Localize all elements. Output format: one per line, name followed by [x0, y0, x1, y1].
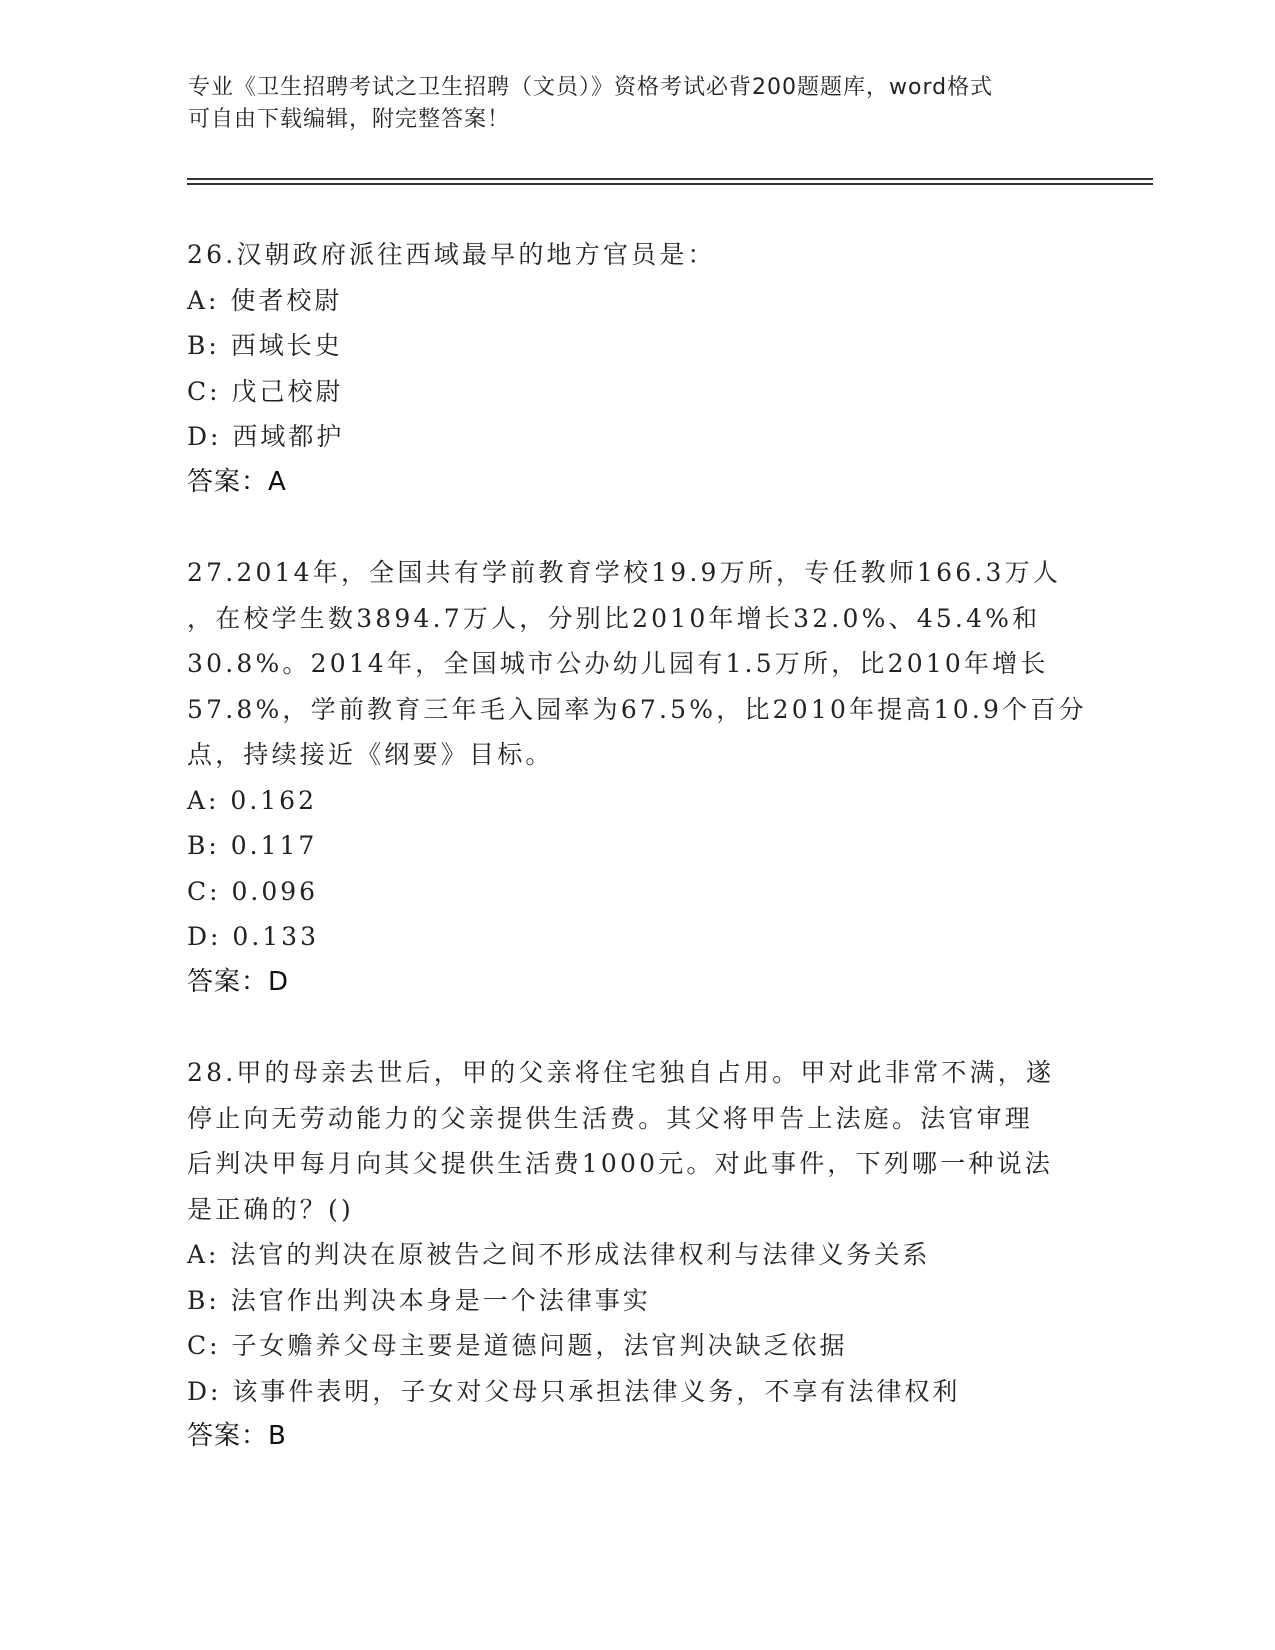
option-c: C: 戊己校尉 — [187, 376, 344, 406]
answer: 答案：A — [187, 466, 287, 497]
question-stem — [187, 1050, 1087, 1232]
header-line-1: 专业《卫生招聘考试之卫生招聘（文员）》资格考试必背200题题库，word格式 — [188, 75, 994, 100]
stem-line: 28.甲的母亲去世后，甲的父亲将住宅独自占用。甲对此非常不满，遂 — [187, 1058, 1055, 1087]
header-line-2: 可自由下载编辑，附完整答案！ — [188, 107, 511, 132]
option-b: B: 0.117 — [187, 831, 318, 860]
question-26 — [187, 232, 1087, 505]
stem-line: 是正确的？() — [187, 1194, 354, 1224]
document-header — [188, 72, 1088, 136]
header-divider-top — [187, 178, 1153, 180]
stem-line: 点，持续接近《纲要》目标。 — [187, 740, 554, 769]
stem-line: ，在校学生数3894.7万人，分别比2010年增长32.0%、45.4%和 — [187, 603, 1041, 633]
option-a: A: 法官的判决在原被告之间不形成法律权利与法律义务关系 — [187, 1240, 931, 1269]
stem-line: 26.汉朝政府派往西域最早的地方官员是： — [187, 240, 716, 269]
stem-line: 57.8%，学前教育三年毛入园率为67.5%，比2010年提高10.9个百分 — [187, 694, 1087, 724]
question-stem — [187, 550, 1087, 778]
header-divider-bottom — [187, 183, 1153, 185]
answer: 答案：D — [187, 966, 290, 997]
option-b: B: 法官作出判决本身是一个法律事实 — [187, 1285, 651, 1315]
option-b: B: 西域长史 — [187, 331, 343, 360]
question-28 — [187, 1050, 1087, 1460]
stem-line: 停止向无劳动能力的父亲提供生活费。其父将甲告上法庭。法官审理 — [187, 1103, 1034, 1133]
option-a: A: 使者校尉 — [187, 285, 343, 315]
question-stem — [187, 232, 1087, 278]
option-c: C: 子女赡养父母主要是道德问题，法官判决缺乏依据 — [187, 1331, 848, 1360]
stem-line: 27.2014年，全国共有学前教育学校19.9万所，专任教师166.3万人 — [187, 558, 1062, 587]
question-27 — [187, 550, 1087, 1005]
option-d: D: 西域都护 — [187, 422, 345, 451]
option-d: D: 0.133 — [187, 922, 319, 951]
option-a: A: 0.162 — [187, 785, 317, 815]
option-d: D: 该事件表明，子女对父母只承担法律义务，不享有法律权利 — [187, 1376, 961, 1406]
stem-line: 后判决甲每月向其父提供生活费1000元。对此事件，下列哪一种说法 — [187, 1149, 1054, 1178]
option-c: C: 0.096 — [187, 876, 319, 906]
stem-line: 30.8%。2014年，全国城市公办幼儿园有1.5万所，比2010年增长 — [187, 649, 1049, 678]
answer: 答案：B — [187, 1421, 287, 1451]
